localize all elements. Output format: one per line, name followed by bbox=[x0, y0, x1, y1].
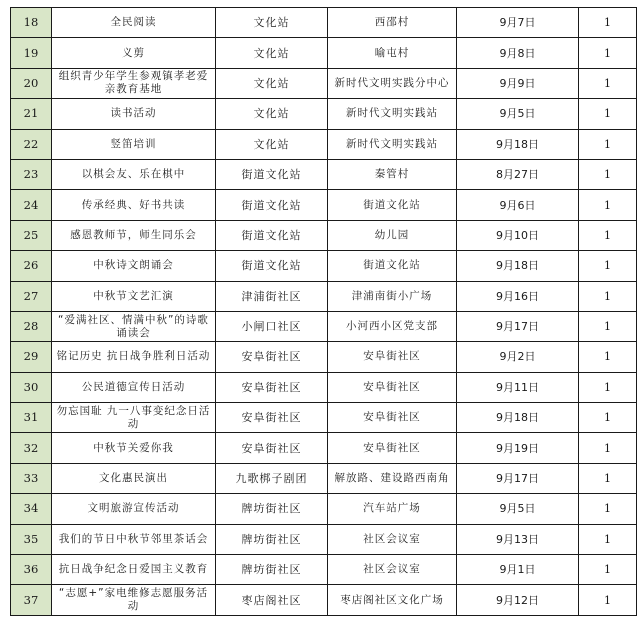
activity-count: 1 bbox=[579, 585, 637, 615]
location: 街道文化站 bbox=[328, 190, 457, 220]
location: 新时代文明实践分中心 bbox=[328, 68, 457, 98]
location: 津浦南街小广场 bbox=[328, 281, 457, 311]
row-number: 19 bbox=[11, 38, 52, 68]
activity-name: 传承经典、好书共读 bbox=[52, 190, 216, 220]
activity-name: 铭记历史 抗日战争胜利日活动 bbox=[52, 342, 216, 372]
location: 解放路、建设路西南角 bbox=[328, 463, 457, 493]
location: 喻屯村 bbox=[328, 38, 457, 68]
location: 社区会议室 bbox=[328, 555, 457, 585]
activity-count: 1 bbox=[579, 524, 637, 554]
activity-count: 1 bbox=[579, 159, 637, 189]
activity-name: 读书活动 bbox=[52, 99, 216, 129]
activity-name: 中秋节文艺汇演 bbox=[52, 281, 216, 311]
activity-date: 9月8日 bbox=[457, 38, 579, 68]
activity-count: 1 bbox=[579, 281, 637, 311]
table-row bbox=[11, 403, 637, 433]
activity-name: 公民道德宣传日活动 bbox=[52, 372, 216, 402]
activity-table-container bbox=[10, 7, 636, 616]
table-row bbox=[11, 311, 637, 341]
activity-date: 9月11日 bbox=[457, 372, 579, 402]
table-row bbox=[11, 38, 637, 68]
activity-count: 1 bbox=[579, 433, 637, 463]
row-number: 18 bbox=[11, 8, 52, 38]
table-row bbox=[11, 220, 637, 250]
organizer: 文化站 bbox=[216, 68, 328, 98]
organizer: 九歌梆子剧团 bbox=[216, 463, 328, 493]
row-number: 30 bbox=[11, 372, 52, 402]
activity-date: 9月18日 bbox=[457, 403, 579, 433]
location: 安阜街社区 bbox=[328, 342, 457, 372]
row-number: 20 bbox=[11, 68, 52, 98]
activity-count: 1 bbox=[579, 220, 637, 250]
activity-table-body bbox=[11, 8, 637, 616]
organizer: 街道文化站 bbox=[216, 159, 328, 189]
organizer: 安阜街社区 bbox=[216, 342, 328, 372]
activity-count: 1 bbox=[579, 311, 637, 341]
location: 新时代文明实践站 bbox=[328, 129, 457, 159]
row-number: 22 bbox=[11, 129, 52, 159]
activity-name: 中秋诗文朗诵会 bbox=[52, 251, 216, 281]
location: 枣店阁社区文化广场 bbox=[328, 585, 457, 615]
table-row bbox=[11, 8, 637, 38]
activity-date: 9月12日 bbox=[457, 585, 579, 615]
location: 街道文化站 bbox=[328, 251, 457, 281]
row-number: 23 bbox=[11, 159, 52, 189]
activity-count: 1 bbox=[579, 372, 637, 402]
activity-date: 9月17日 bbox=[457, 311, 579, 341]
table-row bbox=[11, 251, 637, 281]
organizer: 文化站 bbox=[216, 38, 328, 68]
row-number: 26 bbox=[11, 251, 52, 281]
location: 新时代文明实践站 bbox=[328, 99, 457, 129]
table-row bbox=[11, 463, 637, 493]
activity-count: 1 bbox=[579, 190, 637, 220]
row-number: 37 bbox=[11, 585, 52, 615]
row-number: 29 bbox=[11, 342, 52, 372]
table-row bbox=[11, 129, 637, 159]
organizer: 安阜街社区 bbox=[216, 403, 328, 433]
activity-count: 1 bbox=[579, 68, 637, 98]
organizer: 街道文化站 bbox=[216, 190, 328, 220]
organizer: 枣店阁社区 bbox=[216, 585, 328, 615]
organizer: 文化站 bbox=[216, 99, 328, 129]
activity-name: 文化惠民演出 bbox=[52, 463, 216, 493]
activity-name: 组织青少年学生参观镇孝老爱亲教育基地 bbox=[52, 68, 216, 98]
organizer: 文化站 bbox=[216, 8, 328, 38]
location: 安阜街社区 bbox=[328, 403, 457, 433]
row-number: 33 bbox=[11, 463, 52, 493]
table-row bbox=[11, 555, 637, 585]
organizer: 安阜街社区 bbox=[216, 372, 328, 402]
table-row bbox=[11, 433, 637, 463]
location: 安阜街社区 bbox=[328, 433, 457, 463]
row-number: 31 bbox=[11, 403, 52, 433]
table-row bbox=[11, 159, 637, 189]
organizer: 街道文化站 bbox=[216, 251, 328, 281]
table-row bbox=[11, 281, 637, 311]
organizer: 安阜街社区 bbox=[216, 433, 328, 463]
activity-count: 1 bbox=[579, 129, 637, 159]
activity-name: “志愿+”家电维修志愿服务活动 bbox=[52, 585, 216, 615]
activity-name: 文明旅游宣传活动 bbox=[52, 494, 216, 524]
organizer: 牌坊街社区 bbox=[216, 494, 328, 524]
organizer: 津浦街社区 bbox=[216, 281, 328, 311]
location: 安阜街社区 bbox=[328, 372, 457, 402]
activity-count: 1 bbox=[579, 251, 637, 281]
activity-date: 9月10日 bbox=[457, 220, 579, 250]
activity-date: 9月5日 bbox=[457, 99, 579, 129]
table-row bbox=[11, 585, 637, 615]
table-row bbox=[11, 372, 637, 402]
activity-table bbox=[10, 7, 637, 616]
activity-name: 竖笛培训 bbox=[52, 129, 216, 159]
activity-count: 1 bbox=[579, 8, 637, 38]
activity-count: 1 bbox=[579, 555, 637, 585]
activity-name: 勿忘国耻 九一八事变纪念日活动 bbox=[52, 403, 216, 433]
activity-count: 1 bbox=[579, 38, 637, 68]
activity-date: 9月17日 bbox=[457, 463, 579, 493]
activity-date: 9月5日 bbox=[457, 494, 579, 524]
activity-count: 1 bbox=[579, 342, 637, 372]
location: 幼儿园 bbox=[328, 220, 457, 250]
organizer: 牌坊街社区 bbox=[216, 555, 328, 585]
activity-name: 以棋会友、乐在棋中 bbox=[52, 159, 216, 189]
row-number: 36 bbox=[11, 555, 52, 585]
table-row bbox=[11, 99, 637, 129]
activity-count: 1 bbox=[579, 494, 637, 524]
activity-name: 感恩教师节，师生同乐会 bbox=[52, 220, 216, 250]
activity-count: 1 bbox=[579, 463, 637, 493]
activity-date: 8月27日 bbox=[457, 159, 579, 189]
activity-name: 中秋节关爱你我 bbox=[52, 433, 216, 463]
location: 社区会议室 bbox=[328, 524, 457, 554]
row-number: 32 bbox=[11, 433, 52, 463]
table-row bbox=[11, 342, 637, 372]
table-row bbox=[11, 68, 637, 98]
row-number: 27 bbox=[11, 281, 52, 311]
activity-count: 1 bbox=[579, 99, 637, 129]
activity-date: 9月18日 bbox=[457, 129, 579, 159]
table-row bbox=[11, 524, 637, 554]
activity-name: 抗日战争纪念日爱国主义教育 bbox=[52, 555, 216, 585]
activity-date: 9月7日 bbox=[457, 8, 579, 38]
activity-date: 9月6日 bbox=[457, 190, 579, 220]
activity-date: 9月16日 bbox=[457, 281, 579, 311]
activity-date: 9月2日 bbox=[457, 342, 579, 372]
activity-count: 1 bbox=[579, 403, 637, 433]
activity-name: 义剪 bbox=[52, 38, 216, 68]
row-number: 21 bbox=[11, 99, 52, 129]
organizer: 街道文化站 bbox=[216, 220, 328, 250]
location: 秦管村 bbox=[328, 159, 457, 189]
location: 西邵村 bbox=[328, 8, 457, 38]
activity-date: 9月9日 bbox=[457, 68, 579, 98]
activity-date: 9月18日 bbox=[457, 251, 579, 281]
location: 小河西小区党支部 bbox=[328, 311, 457, 341]
row-number: 24 bbox=[11, 190, 52, 220]
activity-date: 9月19日 bbox=[457, 433, 579, 463]
row-number: 28 bbox=[11, 311, 52, 341]
activity-date: 9月13日 bbox=[457, 524, 579, 554]
activity-name: “爱满社区、情满中秋”的诗歌诵读会 bbox=[52, 311, 216, 341]
location: 汽车站广场 bbox=[328, 494, 457, 524]
organizer: 文化站 bbox=[216, 129, 328, 159]
activity-name: 我们的节日中秋节邻里茶话会 bbox=[52, 524, 216, 554]
table-row bbox=[11, 190, 637, 220]
organizer: 牌坊街社区 bbox=[216, 524, 328, 554]
organizer: 小闸口社区 bbox=[216, 311, 328, 341]
row-number: 35 bbox=[11, 524, 52, 554]
activity-name: 全民阅读 bbox=[52, 8, 216, 38]
table-row bbox=[11, 494, 637, 524]
row-number: 34 bbox=[11, 494, 52, 524]
activity-date: 9月1日 bbox=[457, 555, 579, 585]
row-number: 25 bbox=[11, 220, 52, 250]
